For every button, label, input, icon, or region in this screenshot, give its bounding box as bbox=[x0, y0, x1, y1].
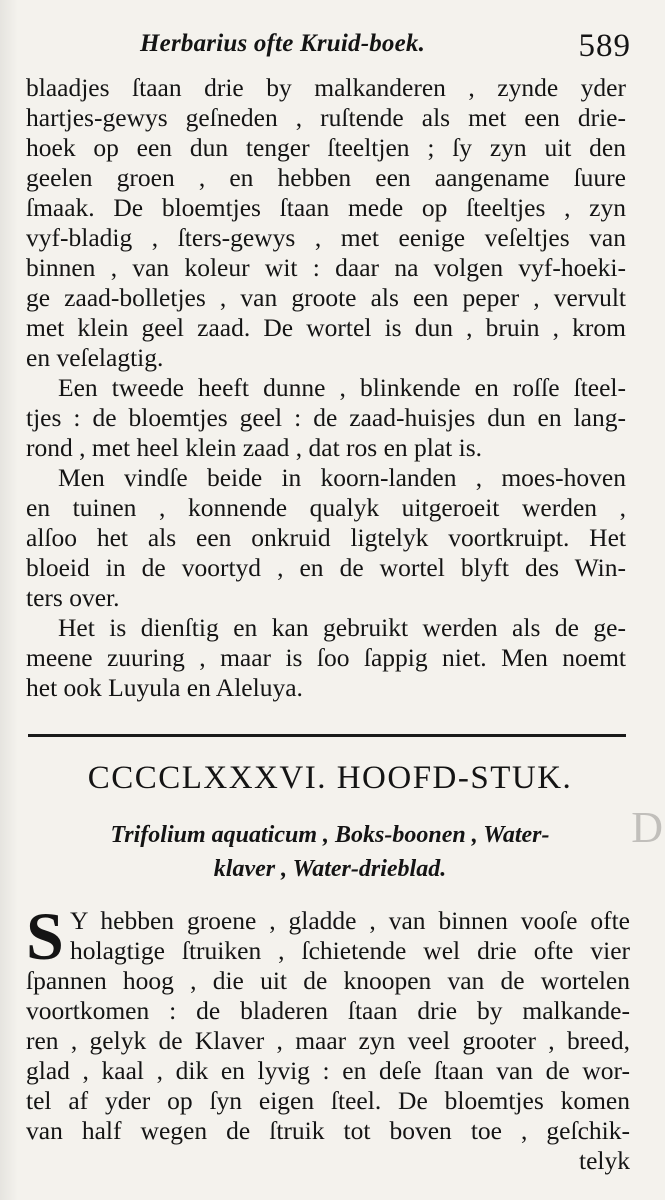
section-divider bbox=[28, 734, 626, 737]
text-line: tel af yder op ſyn eigen ſteel. De bloemtjes komen bbox=[26, 1086, 630, 1115]
show-through-letter: D bbox=[631, 803, 663, 852]
text-line: alſoo het als een onkruid ligtelyk voortkruipt. Het bbox=[26, 523, 626, 552]
text-line: Het is dienſtig en kan gebruikt werden als de ge- bbox=[58, 613, 626, 642]
text-line: hartjes-gewys geſneden , ruſtende als met een drie- bbox=[26, 103, 626, 132]
section1-body bbox=[26, 73, 626, 703]
text-line: holagtige ſtruiken , ſchietende wel drie ofte vier bbox=[70, 936, 630, 965]
catchword: telyk bbox=[579, 1146, 630, 1175]
text-line: Een tweede heeft dunne , blinkende en roſſe ſteel- bbox=[58, 373, 626, 402]
text-line: van half wegen de ſtruik tot boven toe , geſchik- bbox=[26, 1116, 630, 1145]
text-line: ſpannen hoog , die uit de knoopen van de wortelen bbox=[26, 966, 630, 995]
text-line: tjes : de bloemtjes geel : de zaad-huisjes dun en lang- bbox=[26, 403, 626, 432]
text-line: het ook Luyula en Aleluya. bbox=[26, 673, 303, 702]
text-line: bloeid in de voortyd , en de wortel blyft des Win- bbox=[26, 553, 626, 582]
chapter-subtitle-line1: Trifolium aquaticum , Boks-boonen , Water- bbox=[110, 822, 550, 848]
text-line: en tuinen , konnende qualyk uitgeroeit werden , bbox=[26, 493, 626, 522]
text-line: rond , met heel klein zaad , dat ros en plat is. bbox=[26, 433, 483, 462]
running-title: Herbarius ofte Kruid-boek. bbox=[140, 30, 426, 57]
text-line: ren , gelyk de Klaver , maar zyn veel grooter , breed, bbox=[26, 1026, 630, 1055]
text-line: blaadjes ſtaan drie by malkanderen , zynde yder bbox=[26, 73, 626, 102]
chapter-heading: CCCCLXXXVI. HOOFD-STUK. bbox=[87, 760, 573, 796]
text-line: vyf-bladig , ſters-gewys , met eenige veſeltjes van bbox=[26, 223, 626, 252]
section2-body bbox=[26, 898, 630, 1176]
page-gutter-shadow bbox=[0, 0, 18, 1200]
drop-cap: S bbox=[26, 898, 64, 974]
chapter-subtitle-line2: klaver , Water-drieblad. bbox=[213, 856, 447, 882]
text-line: geelen groen , en hebben een aangename ſuure bbox=[26, 163, 626, 192]
text-line: meene zuuring , maar is ſoo ſappig niet. Men noemt bbox=[26, 643, 626, 672]
text-line: ters over. bbox=[26, 583, 120, 612]
text-line: binnen , van koleur wit : daar na volgen vyf-hoeki- bbox=[26, 253, 626, 282]
page-number: 589 bbox=[578, 28, 631, 64]
text-line: voortkomen : de bladeren ſtaan drie by malkande- bbox=[26, 996, 630, 1025]
text-line: met klein geel zaad. De wortel is dun , bruin , krom bbox=[26, 313, 626, 342]
text-line: en veſelagtig. bbox=[26, 343, 164, 372]
text-line: Men vindſe beide in koorn-landen , moes-hoven bbox=[58, 463, 626, 492]
text-line: Y hebben groene , gladde , van binnen vooſe ofte bbox=[70, 906, 630, 935]
text-line: ſmaak. De bloemtjes ſtaan mede op ſteeltjes , zyn bbox=[26, 193, 626, 222]
text-line: glad , kaal , dik en lyvig : en deſe ſtaan van de wor- bbox=[26, 1056, 630, 1085]
text-line: ge zaad-bolletjes , van groote als een peper , vervult bbox=[26, 283, 626, 312]
text-line: hoek op een dun tenger ſteeltjen ; ſy zyn uit den bbox=[26, 133, 626, 162]
